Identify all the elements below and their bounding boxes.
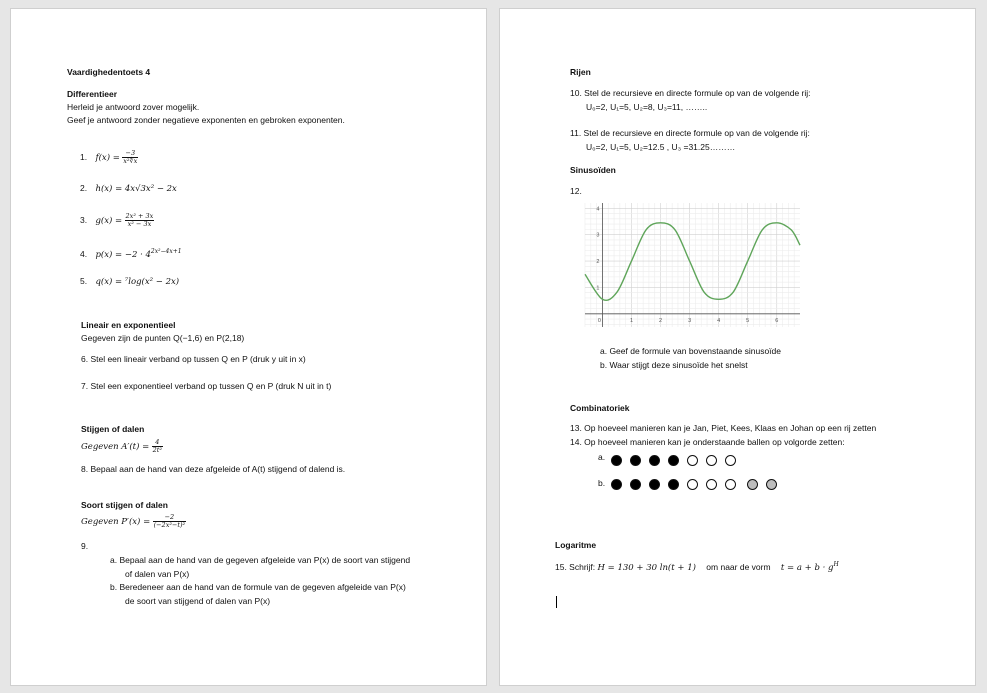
doc-title: Vaardighedentoets 4 [67,67,151,77]
black-ball [611,455,622,466]
question-9: 9. [81,541,89,551]
question-7: 7. Stel een exponentieel verband op tussen Q en P (druk N uit in t) [81,381,332,391]
instruction-line-1: Herleid je antwoord zover mogelijk. [67,102,200,112]
question-11: 11. Stel de recursieve en directe formule op van de volgende rij: [570,128,810,138]
question-12: 12. [570,186,582,196]
fraction: $\frac{-2}{\text{(−2x²−t)²}}$ [153,513,186,529]
section-heading-logaritme: Logaritme [555,540,597,550]
section-heading-combinatoriek: Combinatoriek [570,403,630,413]
given-derivative-a: Gegeven A′(t) = $\frac{4}{\text{2t²}}$ [81,438,162,454]
instruction-line-2: Geef je antwoord zonder negatieve exponenten en gebroken exponenten. [67,115,345,125]
question-12a: a. Geef de formule van bovenstaande sinusoïde [600,346,781,356]
question-12b: b. Waar stijgt deze sinusoïde het snelst [600,360,748,370]
white-ball [706,479,717,490]
question-9a-line2: of dalen van P(x) [125,569,190,579]
y-tick-label: 2 [596,259,600,266]
question-8: 8. Bepaal aan de hand van deze afgeleide of A(t) stijgend of dalend is. [81,464,346,474]
fraction: $\frac{-3}{\text{x²∜x}}$ [123,149,138,165]
sequence-11: U₀=2, U₁=5, U₂=12.5 , U₃ =31.25……… [586,142,736,152]
section-heading-lineair: Lineair en exponentieel [81,320,176,330]
black-ball [649,479,660,490]
section-heading-stijgen: Stijgen of dalen [81,424,145,434]
question-14: 14. Op hoeveel manieren kan je onderstaande ballen op volgorde zetten: [570,437,845,447]
white-ball [687,479,698,490]
x-tick-label: 4 [717,317,721,324]
balls-label-b: b. [598,478,606,488]
question-9b-line2: de soort van stijgend of dalen van P(x) [125,596,271,606]
black-ball [649,455,660,466]
black-ball [668,479,679,490]
x-tick-label: 3 [688,317,692,324]
white-ball [706,455,717,466]
text-cursor [556,596,557,608]
question-4: 4. $p(x) = -2 \cdot 4^{2x^2-4x+1}$ [80,248,182,260]
black-ball [668,455,679,466]
question-2: 2. h(x) = 4x√3x² − 2x [80,183,177,194]
white-ball [725,455,736,466]
question-10: 10. Stel de recursieve en directe formule op van de volgende rij: [570,88,811,98]
white-ball [687,455,698,466]
x-tick-label: 6 [775,317,779,324]
given-points: Gegeven zijn de punten Q(−1,6) en P(2,18) [81,333,245,343]
fraction: $\frac{4}{\text{2t²}}$ [152,438,162,454]
question-5: 5. q(x) = ⁷log(x² − 2x) [80,276,180,287]
target-form: t = a + b · g [780,563,834,573]
x-tick-label: 2 [659,317,663,324]
x-tick-label: 5 [746,317,750,324]
x-tick-label: 0 [597,317,601,324]
section-heading-sinusoiden: Sinusoïden [570,165,616,175]
black-ball [611,479,622,490]
y-tick-label: 3 [596,232,600,239]
question-6: 6. Stel een lineair verband op tussen Q en P (druk y uit in x) [81,354,306,364]
formula-h: H = 130 + 30 ln(t + 1) [597,563,696,573]
y-tick-label: 1 [596,285,600,292]
x-tick-label: 1 [629,317,634,324]
page-right [499,8,976,686]
white-ball [725,479,736,490]
given-derivative-p: Gegeven P′(x) = $\frac{-2}{\text{(−2x²−t)²}}$ [81,513,186,529]
section-heading-differentieer: Differentieer [67,89,118,99]
section-heading-rijen: Rijen [570,67,591,77]
balls-label-a: a. [598,452,606,462]
grey-ball [747,479,758,490]
fraction: $\frac{\text{2x² + 3x}}{\text{x² − 3x}}$ [125,212,154,228]
black-ball [630,479,641,490]
sinusoid-chart [580,199,805,339]
question-15: 15. Schrijf: H = 130 + 30 ln(t + 1) om naar de vorm $t = a + b \cdot g^H$ [555,561,839,573]
page-left [10,8,487,686]
grey-ball [766,479,777,490]
question-1: 1. f(x) = $\frac{-3}{\text{x²∜x}}$ [80,149,138,165]
black-ball [630,455,641,466]
question-9b-line1: b. Beredeneer aan de hand van de formule van de gegeven afgeleide van P(x) [110,582,406,592]
question-3: 3. g(x) = $\frac{\text{2x² + 3x}}{\text{x² − 3x}}$ [80,212,154,228]
question-13: 13. Op hoeveel manieren kan je Jan, Piet, Kees, Klaas en Johan op een rij zetten [570,423,877,433]
question-9a-line1: a. Bepaal aan de hand van de gegeven afgeleide van P(x) de soort van stijgend [110,555,411,565]
sequence-10: U₀=2, U₁=5, U₂=8, U₃=11, …….. [586,102,708,112]
section-heading-soort: Soort stijgen of dalen [81,500,168,510]
y-tick-label: 4 [596,206,600,213]
